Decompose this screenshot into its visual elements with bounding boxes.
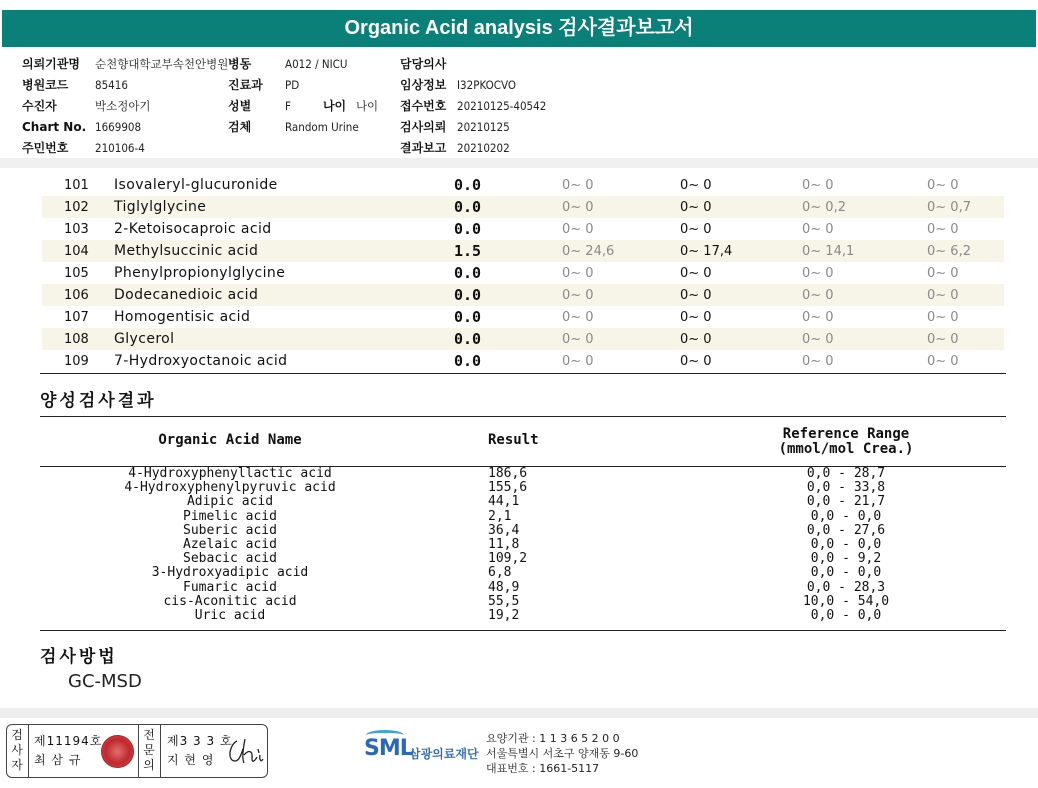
- positive-range: 0,0 - 33,8: [806, 480, 886, 496]
- positive-name: Fumaric acid: [183, 579, 277, 595]
- cell-name: Dodecanedioic acid: [114, 284, 454, 306]
- cell-r3: 0~ 0: [802, 309, 834, 325]
- cell-name: Isovaleryl-glucuronide: [114, 177, 278, 193]
- cell-name: Homogentisic acid: [114, 309, 251, 325]
- positive-row: [40, 538, 1006, 552]
- cell-r4: 0~ 0: [927, 284, 1004, 306]
- doctor-number: 제3 3 3 호: [167, 734, 233, 748]
- info-row: 검사의뢰 20210125: [400, 120, 510, 134]
- footer-divider: [0, 708, 1038, 718]
- cell-no: 104: [42, 240, 114, 262]
- positive-result: 48,9: [488, 579, 520, 595]
- info-row-dept: 진료과 PD: [228, 78, 300, 92]
- cell-r2: 0~ 0: [680, 196, 802, 218]
- cell-name: 2-Ketoisocaproic acid: [114, 221, 272, 237]
- cell-r4: 0~ 0: [927, 328, 1004, 350]
- tester-name: 최 삼 규: [34, 753, 82, 767]
- cell-r1: 0~ 0: [562, 309, 594, 325]
- cell-r3: 0~ 0,2: [802, 196, 927, 218]
- cell-r1: 0~ 0: [562, 353, 594, 369]
- cell-r4: 0~ 0: [927, 221, 959, 237]
- age-label: 나이: [322, 99, 347, 113]
- cell-name: 7-Hydroxyoctanoic acid: [114, 353, 288, 369]
- cell-result: 0.0: [454, 196, 562, 218]
- cell-r3: 0~ 0: [802, 265, 834, 281]
- cell-result: 0.0: [454, 308, 482, 326]
- info-row: 접수번호 20210125-40542: [400, 99, 547, 113]
- cell-result: 0.0: [454, 264, 482, 282]
- positive-row: [40, 552, 1006, 566]
- positive-range: 0,0 - 0,0: [810, 565, 882, 581]
- cell-no: 106: [42, 284, 114, 306]
- cell-r1: 0~ 0: [562, 177, 594, 193]
- cell-result: 0.0: [454, 220, 482, 238]
- cell-r4: 0~ 6,2: [927, 240, 1004, 262]
- cell-no: 105: [64, 265, 89, 281]
- cell-r3: 0~ 0: [802, 221, 834, 237]
- info-row: 임상정보 I32PKOCVO: [400, 78, 516, 92]
- positive-name: 4-Hydroxyphenylpyruvic acid: [124, 480, 336, 496]
- positive-range: 0,0 - 21,7: [806, 494, 886, 510]
- cell-r1: 0~ 0: [562, 328, 680, 350]
- info-row: 결과보고 20210202: [400, 141, 510, 155]
- cell-r2: 0~ 0: [680, 328, 802, 350]
- positive-range: 10,0 - 54,0: [802, 593, 890, 609]
- positive-row: [40, 510, 1006, 524]
- tester-number: 제11194호: [34, 734, 103, 748]
- cell-r1: 0~ 0: [562, 284, 680, 306]
- col-ref-unit: (mmol/mol Crea.): [778, 441, 914, 457]
- table-row: [42, 196, 1004, 218]
- cell-r3: 0~ 0: [802, 353, 834, 369]
- cell-r2: 0~ 0: [680, 353, 712, 369]
- positive-result: 186,6: [488, 466, 528, 481]
- col-result-header: Result: [488, 432, 539, 448]
- positive-top-rule: [40, 416, 1006, 417]
- cell-no: 103: [64, 221, 89, 237]
- cell-r4: 0~ 0: [927, 265, 959, 281]
- cell-r3: 0~ 0: [802, 284, 927, 306]
- seal-stamp-icon: [101, 735, 134, 768]
- positive-range: 0,0 - 28,3: [806, 579, 886, 595]
- positive-name: Uric acid: [194, 607, 266, 623]
- tester-label: 검 사 자: [11, 728, 23, 772]
- info-row-sex: 성별 F 나이 나이: [228, 96, 378, 117]
- cell-r1: 0~ 0: [562, 196, 680, 218]
- positive-result: 44,1: [488, 494, 520, 510]
- patient-info-col1: [22, 54, 228, 159]
- info-row: 수진자 박소정아기: [22, 99, 151, 113]
- positive-result: 55,5: [488, 593, 520, 609]
- cell-r4: 0~ 0,7: [927, 196, 1004, 218]
- org-address: 요양기관 : 1 1 3 6 5 2 0 0 서울특별시 서초구 양재동 9-60 대표번호 : 1661-5117: [486, 732, 639, 775]
- cell-name: Phenylpropionylglycine: [114, 265, 286, 281]
- positive-result: 19,2: [488, 607, 520, 623]
- cell-r2: 0~ 0: [680, 177, 712, 193]
- patient-info-col3: [400, 54, 546, 159]
- cell-r4: 0~ 0: [927, 309, 959, 325]
- positive-name: Pimelic acid: [183, 508, 277, 524]
- cell-no: 109: [64, 353, 89, 369]
- signature-box: [6, 724, 268, 778]
- cell-r3: 0~ 0: [802, 328, 927, 350]
- cell-no: 107: [64, 309, 89, 325]
- positive-range: 0,0 - 9,2: [810, 551, 882, 567]
- org-logo: SML 삼광의료재단: [364, 736, 413, 761]
- cell-name: Methylsuccinic acid: [114, 240, 454, 262]
- cell-r1: 0~ 0: [562, 265, 594, 281]
- positive-range: 0,0 - 0,0: [810, 536, 882, 552]
- cell-no: 101: [64, 177, 89, 193]
- cell-r2: 0~ 0: [680, 284, 802, 306]
- positive-row: [40, 495, 1006, 509]
- positive-table-header: [40, 418, 1006, 466]
- positive-bottom-rule: [40, 630, 1006, 631]
- cell-r3: 0~ 14,1: [802, 240, 927, 262]
- positive-range: 0,0 - 0,0: [810, 508, 882, 524]
- info-row: Chart No. 1669908: [22, 120, 142, 134]
- positive-name: Suberic acid: [183, 522, 277, 538]
- method-section-title: 검사방법: [40, 647, 118, 667]
- cell-r4: 0~ 0: [927, 353, 959, 369]
- cell-r1: 0~ 24,6: [562, 240, 680, 262]
- positive-name: 4-Hydroxyphenyllactic acid: [128, 466, 332, 481]
- patient-info-col2: [228, 54, 378, 138]
- info-row: 의뢰기관명 순천향대학교부속천안병원: [22, 57, 229, 71]
- positive-name: 3-Hydroxyadipic acid: [151, 565, 309, 581]
- info-row: 담당의사: [400, 57, 447, 71]
- positive-section-title: 양성검사결과: [40, 391, 157, 411]
- positive-name: Azelaic acid: [183, 536, 277, 552]
- positive-result: 2,1: [488, 508, 512, 524]
- table-row: [42, 306, 1004, 328]
- table-row: [42, 328, 1004, 350]
- positive-name: cis-Aconitic acid: [163, 593, 297, 609]
- method-value: GC-MSD: [68, 671, 142, 692]
- positive-row: [40, 467, 1006, 481]
- cell-r2: 0~ 0: [680, 221, 712, 237]
- cell-no: 108: [42, 328, 114, 350]
- age-value: 나이: [355, 99, 379, 113]
- cell-r2: 0~ 0: [680, 265, 712, 281]
- positive-result: 36,4: [488, 522, 520, 538]
- positive-result: 155,6: [488, 480, 528, 496]
- positive-range: 0,0 - 28,7: [806, 466, 886, 481]
- positive-row: [40, 524, 1006, 538]
- positive-range: 0,0 - 27,6: [806, 522, 886, 538]
- positive-result: 109,2: [488, 551, 528, 567]
- positive-row: [40, 481, 1006, 495]
- cell-result: 0.0: [454, 352, 482, 370]
- table-row: [42, 350, 1004, 372]
- positive-row: [40, 609, 1006, 623]
- col-ref-header: Reference Range: [782, 426, 910, 442]
- section-divider: [0, 158, 1038, 168]
- cell-name: Tiglylglycine: [114, 196, 454, 218]
- positive-rows: [40, 467, 1006, 623]
- logo-arc-icon: [366, 730, 404, 740]
- table-row: [42, 174, 1004, 196]
- cell-result: 0.0: [454, 328, 562, 350]
- col-name-header: Organic Acid Name: [158, 432, 302, 448]
- positive-name: Sebacic acid: [183, 551, 277, 567]
- cell-r2: 0~ 17,4: [680, 240, 802, 262]
- cell-r4: 0~ 0: [927, 177, 959, 193]
- info-row: 병원코드 85416: [22, 78, 128, 92]
- cell-result: 0.0: [454, 284, 562, 306]
- table-row: [42, 240, 1004, 262]
- acid-result-table: [42, 174, 1004, 372]
- positive-result: 6,8: [488, 565, 512, 581]
- table-row: [42, 262, 1004, 284]
- cell-no: 102: [42, 196, 114, 218]
- positive-row: [40, 566, 1006, 580]
- positive-row: [40, 581, 1006, 595]
- table-bottom-rule: [40, 373, 1006, 374]
- info-row: 주민번호 210106-4: [22, 141, 145, 155]
- doctor-label: 전 문 의: [143, 728, 155, 772]
- table-row: [42, 284, 1004, 306]
- info-row-specimen: 검체 Random Urine: [228, 120, 359, 134]
- cell-r2: 0~ 0: [680, 309, 712, 325]
- cell-r1: 0~ 0: [562, 221, 594, 237]
- positive-name: Adipic acid: [186, 494, 274, 510]
- positive-result: 11,8: [488, 536, 520, 552]
- positive-range: 0,0 - 0,0: [810, 607, 882, 623]
- cell-result: 0.0: [454, 176, 482, 194]
- cell-result: 1.5: [454, 240, 562, 262]
- table-row: [42, 218, 1004, 240]
- doctor-name: 지 현 영: [167, 753, 215, 767]
- positive-row: [40, 595, 1006, 609]
- cell-r3: 0~ 0: [802, 177, 834, 193]
- info-row-ward: 병동 A012 / NICU: [228, 57, 348, 71]
- cell-name: Glycerol: [114, 328, 454, 350]
- signature-icon: [225, 735, 265, 767]
- report-title: Organic Acid analysis 검사결과보고서: [2, 10, 1036, 47]
